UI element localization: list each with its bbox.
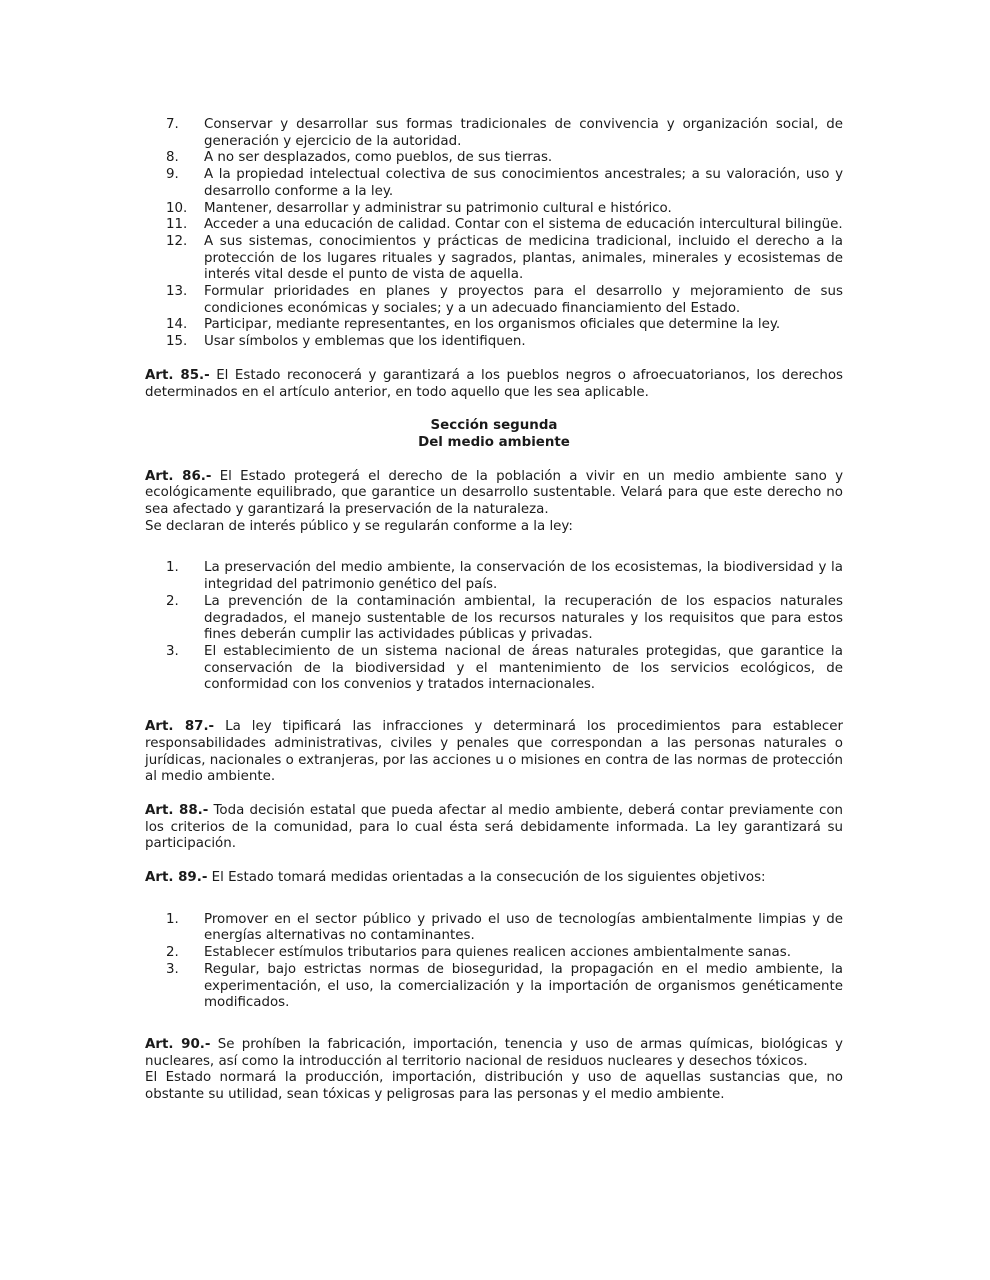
item-text: La prevención de la contaminación ambiental, la recuperación de los espacios naturales degradados, el manejo sustentable de los recursos naturales y los requisitos que para estos fines deberán cumplir las actividades públicas y privadas. (204, 593, 843, 643)
article-89 (145, 870, 843, 887)
article-label: Art. 89.- (145, 870, 208, 886)
item-text: Formular prioridades en planes y proyectos para el desarrollo y mejoramiento de sus condiciones económicas y sociales; y a un adecuado financiamiento del Estado. (204, 284, 843, 316)
article-label: Art. 86.- (145, 468, 212, 484)
item-number: 3. (166, 643, 179, 659)
item-text: A no ser desplazados, como pueblos, de sus tierras. (204, 150, 553, 166)
article-88 (145, 803, 843, 853)
item-text: Mantener, desarrollar y administrar su patrimonio cultural e histórico. (204, 200, 672, 216)
list-item (145, 912, 843, 945)
item-number: 2. (166, 593, 179, 609)
item-text: La preservación del medio ambiente, la conservación de los ecosistemas, la biodiversidad y la integridad del patrimonio genético del país. (204, 560, 843, 593)
item-number: 13. (166, 284, 188, 300)
item-text: Usar símbolos y emblemas que los identifiquen. (204, 334, 526, 350)
list-item (145, 167, 843, 200)
list-item (145, 150, 843, 167)
item-number: 9. (166, 167, 179, 183)
item-number: 12. (166, 233, 188, 249)
item-number: 1. (166, 560, 179, 576)
item-number: 14. (166, 317, 188, 333)
list-item (145, 560, 843, 593)
page-content (145, 117, 843, 1104)
article-label: Art. 88.- (145, 802, 209, 818)
item-number: 8. (166, 150, 179, 166)
item-number: 11. (166, 217, 188, 233)
article-85 (145, 368, 843, 401)
article-90 (145, 1037, 843, 1070)
item-number: 2. (166, 945, 179, 961)
article-text-continued: El Estado normará la producción, importación, distribución y uso de aquellas sustancias que, no obstante su utilidad, sean tóxicas y peligrosas para las personas y el medio ambiente. (145, 1070, 843, 1103)
list-item (145, 334, 843, 351)
item-text: Promover en el sector público y privado el uso de tecnologías ambientalmente limpias y de energías alternativas no contaminantes. (204, 911, 843, 944)
item-text: El establecimiento de un sistema nacional de áreas naturales protegidas, que garantice la conservación de la biodiversidad y el mantenimiento de los servicios ecológicos, de conformidad con los convenios y tratados internacionales. (204, 643, 843, 693)
item-number: 3. (166, 961, 179, 977)
article-text: El Estado tomará medidas orientadas a la consecución de los siguientes objetivos: (207, 870, 766, 886)
article-87 (145, 719, 843, 786)
section-subtitle: Del medio ambiente (418, 434, 570, 450)
item-text: A sus sistemas, conocimientos y prácticas de medicina tradicional, incluido el derecho a la protección de los lugares rituales y sagrados, plantas, animales, minerales y ecosistemas de interés vital desde el punto de vista de aquella. (204, 233, 843, 283)
item-text: Participar, mediante representantes, en los organismos oficiales que determine la ley. (204, 317, 781, 333)
item-text: Establecer estímulos tributarios para quienes realicen acciones ambientalmente sanas. (204, 945, 791, 961)
article-text: El Estado reconocerá y garantizará a los pueblos negros o afroecuatorianos, los derechos determinados en el artículo anterior, en todo aquello que les sea aplicable. (145, 367, 843, 400)
environment-list (145, 560, 843, 694)
item-text: A la propiedad intelectual colectiva de sus conocimientos ancestrales; a su valoración, uso y desarrollo conforme a la ley. (204, 167, 843, 199)
article-text: Toda decisión estatal que pueda afectar al medio ambiente, deberá contar previamente con los criterios de la comunidad, para lo cual ésta será debidamente informada. La ley garantizará su participación. (145, 802, 843, 852)
list-item (145, 962, 843, 1012)
article-86 (145, 469, 843, 519)
article-text: La ley tipificará las infracciones y determinará los procedimientos para establecer responsabilidades administrativas, civiles y penales que correspondan a las personas naturales o jurídicas, nacionales o extranjeras, por las acciones u o misiones en contra de las normas de protección al medio ambiente. (145, 719, 843, 785)
list-item (145, 234, 843, 284)
item-text: Regular, bajo estrictas normas de bioseguridad, la propagación en el medio ambiente, la experimentación, el uso, la comercialización y la importación de organismos genéticamente modificados. (204, 961, 843, 1011)
article-label: Art. 90.- (145, 1036, 211, 1052)
item-number: 7. (166, 117, 179, 132)
rights-list-continued (145, 117, 843, 351)
article-label: Art. 87.- (145, 719, 215, 735)
list-item (145, 284, 843, 317)
list-item (145, 201, 843, 218)
list-item (145, 594, 843, 644)
list-item (145, 117, 843, 150)
item-text: Acceder a una educación de calidad. Contar con el sistema de educación intercultural bilingüe. (204, 217, 843, 233)
item-number: 15. (166, 334, 188, 350)
list-item (145, 217, 843, 234)
list-item (145, 317, 843, 334)
article-text-continued: Se declaran de interés público y se regularán conforme a la ley: (145, 518, 573, 534)
item-text: Conservar y desarrollar sus formas tradicionales de convivencia y organización social, de generación y ejercicio de la autoridad. (204, 117, 843, 149)
list-item (145, 945, 843, 962)
item-number: 10. (166, 200, 188, 216)
article-label: Art. 85.- (145, 367, 210, 383)
article-text: El Estado protegerá el derecho de la población a vivir en un medio ambiente sano y ecológicamente equilibrado, que garantice un desarrollo sustentable. Velará para que este derecho no sea afectado y garantizará la preservación de la naturaleza. (145, 468, 843, 518)
list-item (145, 644, 843, 694)
objectives-list (145, 912, 843, 1012)
item-number: 1. (166, 911, 179, 927)
article-text: Se prohíben la fabricación, importación, tenencia y uso de armas químicas, biológicas y nucleares, así como la introducción al territorio nacional de residuos nucleares y desechos tóxicos. (145, 1036, 843, 1069)
section-title: Sección segunda (430, 418, 558, 434)
